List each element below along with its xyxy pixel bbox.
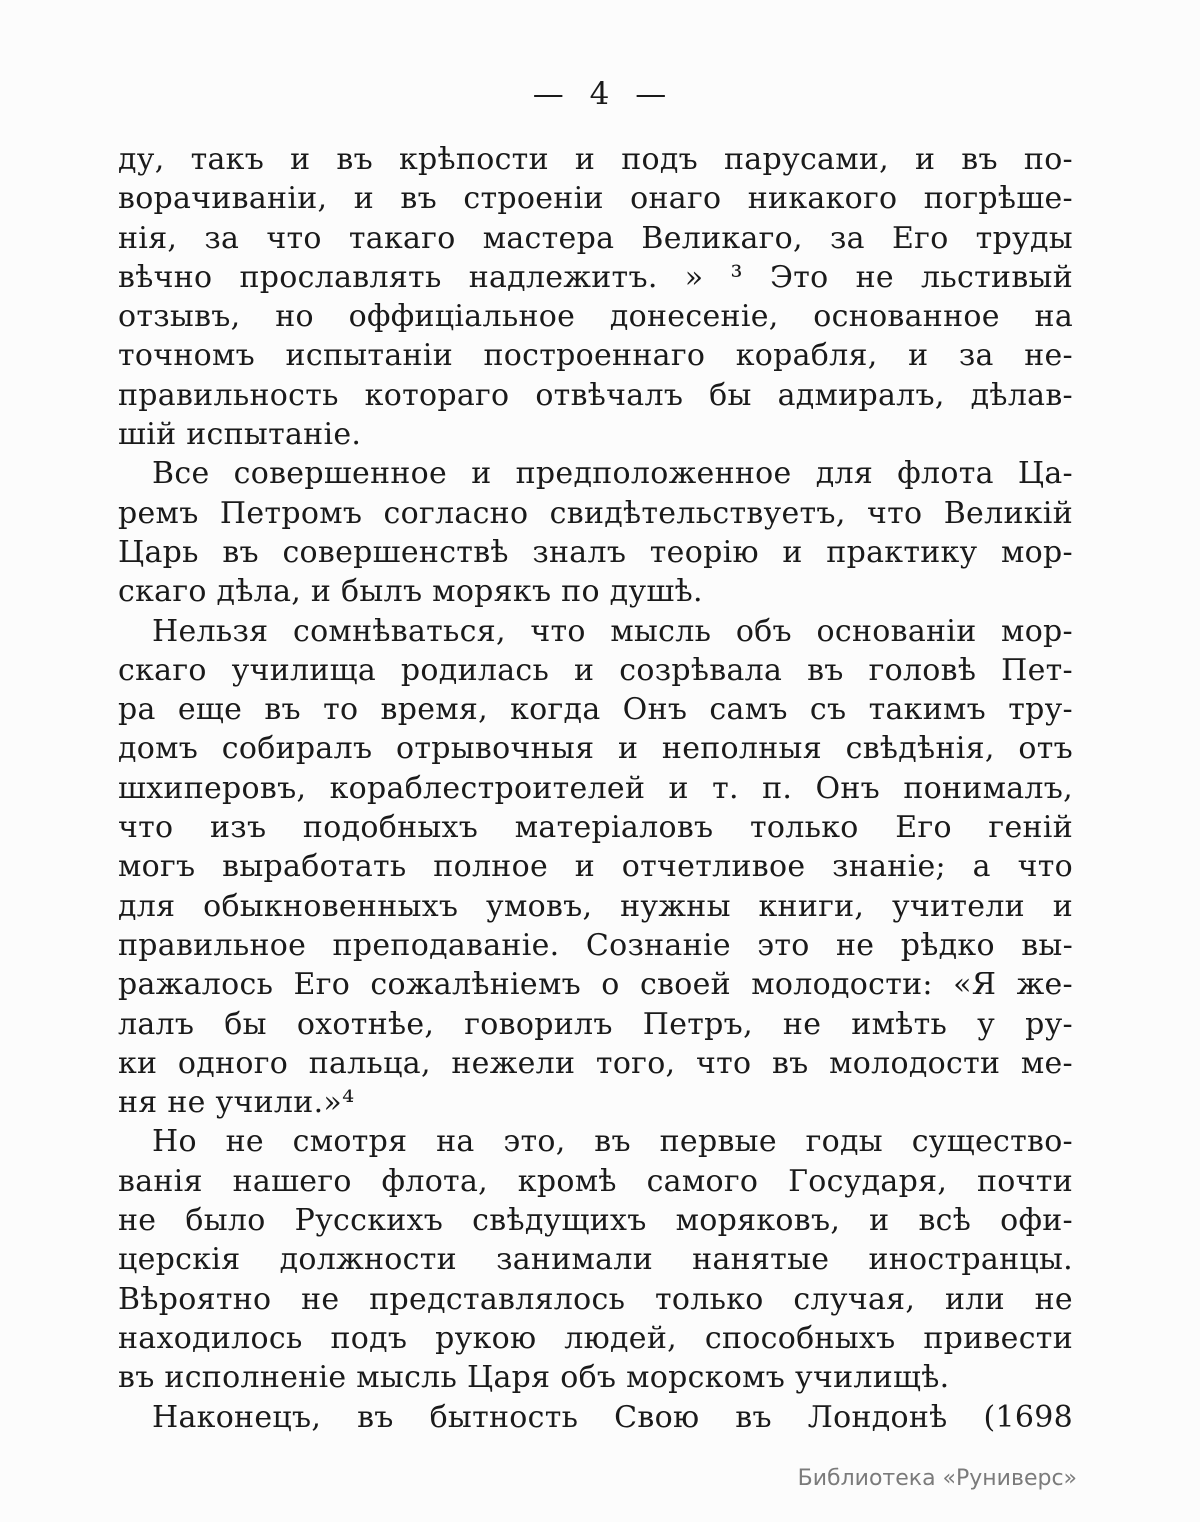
text-line: Царь въ совершенствѣ зналъ теорію и практику мор-: [118, 534, 1073, 570]
text-line: правильность котораго отвѣчалъ бы адмиралъ, дѣлав-: [118, 377, 1073, 413]
text-line: церскія должности занимали нанятые иностранцы.: [118, 1242, 1073, 1278]
text-line: Все совершенное и предположенное для флота Ца-: [152, 456, 1073, 492]
text-line: ра еще въ то время, когда Онъ самъ съ такимъ тру-: [118, 692, 1073, 728]
text-line: Нельзя сомнѣваться, что мысль объ основаніи мор-: [152, 613, 1073, 649]
text-line: шхиперовъ, кораблестроителей и т. п. Онъ понималъ,: [118, 770, 1073, 806]
text-line: лалъ бы охотнѣе, говорилъ Петръ, не имѣть у ру-: [118, 1006, 1073, 1042]
text-line: ражалось Его сожалѣніемъ о своей молодости: «Я же-: [118, 967, 1073, 1003]
text-line: правильное преподаваніе. Сознаніе это не рѣдко вы-: [118, 927, 1073, 963]
text-line: могъ выработать полное и отчетливое знаніе; а что: [118, 849, 1073, 885]
text-line: не было Русскихъ свѣдущихъ моряковъ, и всѣ офи-: [118, 1203, 1073, 1239]
page-number: — 4 —: [532, 76, 668, 112]
text-line: ремъ Петромъ согласно свидѣтельствуетъ, что Великій: [118, 495, 1073, 531]
text-line: домъ собиралъ отрывочныя и неполныя свѣдѣнія, отъ: [118, 731, 1073, 767]
text-line: ки одного пальца, нежели того, что въ молодости ме-: [118, 1045, 1073, 1081]
text-line: Но не смотря на это, въ первые годы существо-: [152, 1124, 1073, 1160]
watermark-text: Библиотека «Руниверс»: [797, 1466, 1077, 1491]
text-line: ванія нашего флота, кромѣ самого Государя, почти: [118, 1163, 1073, 1199]
text-line: скаго училища родилась и созрѣвала въ головѣ Пет-: [118, 652, 1073, 688]
text-line: для обыкновенныхъ умовъ, нужны книги, учители и: [118, 888, 1073, 924]
text-line: что изъ подобныхъ матеріаловъ только Его геній: [118, 810, 1073, 846]
text-line: ня не учили.»⁴: [118, 1085, 355, 1121]
text-line: нія, за что такаго мастера Великаго, за Его труды: [118, 220, 1073, 256]
text-line: вѣчно прославлять надлежитъ. » ³ Это не льстивый: [118, 259, 1073, 295]
text-line: въ исполненіе мысль Царя объ морскомъ училищѣ.: [118, 1360, 950, 1396]
text-line: Вѣроятно не представлялось только случая, или не: [118, 1281, 1073, 1317]
text-line: Наконецъ, въ бытность Свою въ Лондонѣ (1698: [152, 1399, 1073, 1435]
text-block: [118, 140, 1073, 1437]
text-line: ду, такъ и въ крѣпости и подъ парусами, и въ по-: [118, 142, 1073, 177]
text-line: отзывъ, но оффиціальное донесеніе, основанное на: [118, 299, 1073, 335]
text-line: ворачиваніи, и въ строеніи онаго никакого погрѣше-: [118, 181, 1073, 217]
text-line: шій испытаніе.: [118, 417, 362, 453]
text-line: находилось подъ рукою людей, способныхъ привести: [118, 1320, 1073, 1356]
text-line: скаго дѣла, и былъ морякъ по душѣ.: [118, 574, 703, 610]
text-line: точномъ испытаніи построеннаго корабля, и за не-: [118, 338, 1073, 374]
